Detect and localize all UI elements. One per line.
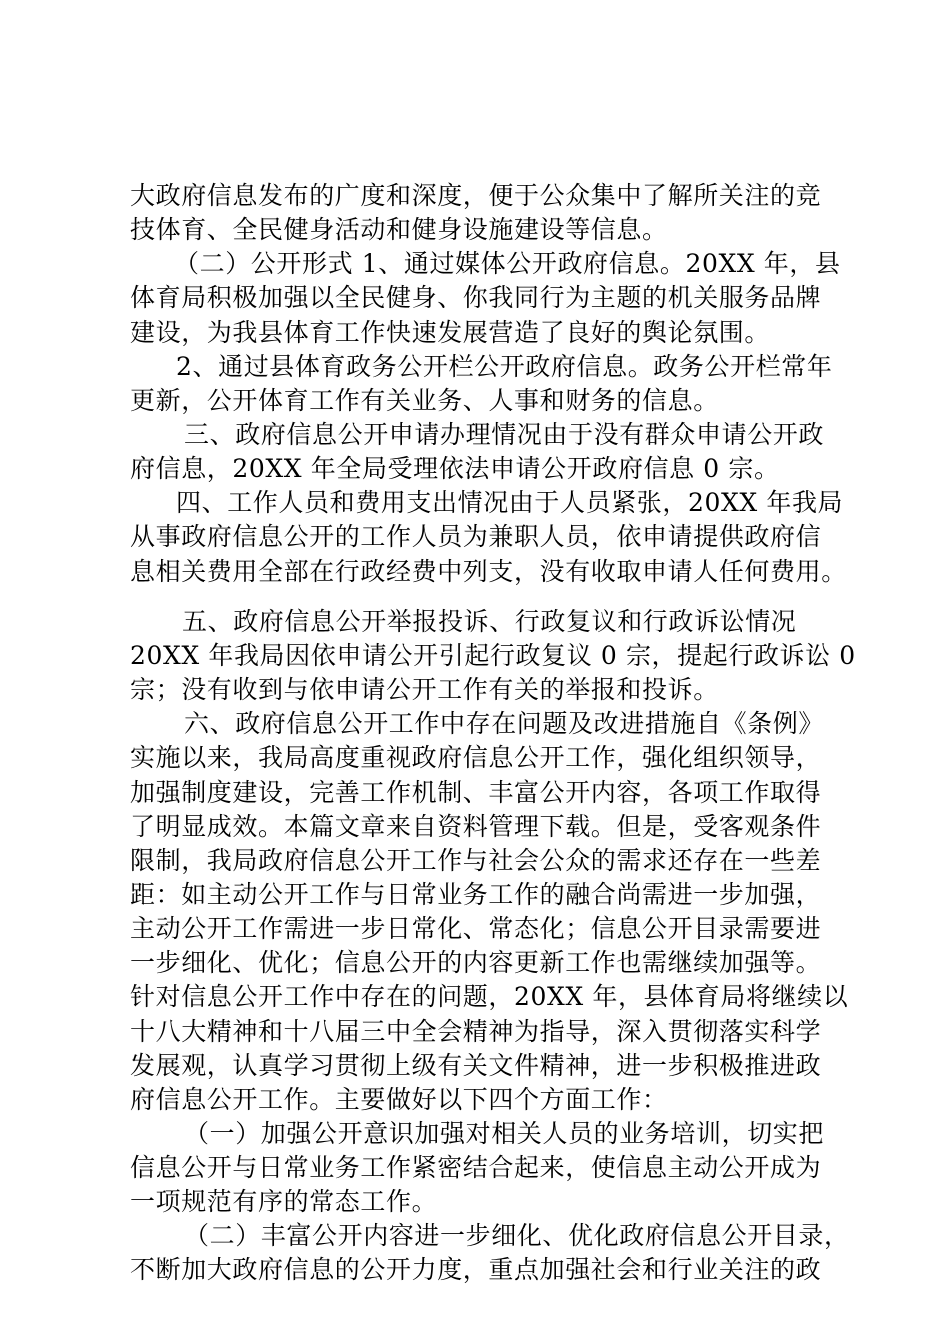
text-line: 一步细化、优化；信息公开的内容更新工作也需继续加强等。 xyxy=(130,948,822,977)
text-line: 从事政府信息公开的工作人员为兼职人员，依申请提供政府信 xyxy=(130,522,822,551)
text-line: 息相关费用全部在行政经费中列支，没有收取申请人任何费用。 xyxy=(130,557,847,586)
text-line: 主动公开工作需进一步日常化、常态化；信息公开目录需要进 xyxy=(130,914,822,943)
text-line: 2、通过县体育政务公开栏公开政府信息。政务公开栏常年 xyxy=(176,352,833,381)
text-line: 宗；没有收到与依申请公开工作有关的举报和投诉。 xyxy=(130,675,719,704)
text-line: 针对信息公开工作中存在的问题，20XX 年，县体育局将继续以 xyxy=(130,982,849,1011)
text-line: 府信息公开工作。主要做好以下四个方面工作： xyxy=(130,1085,668,1114)
text-line: 技体育、全民健身活动和健身设施建设等信息。 xyxy=(130,215,668,244)
text-line: 加强制度建设，完善工作机制、丰富公开内容，各项工作取得 xyxy=(130,778,822,807)
text-line: 发展观，认真学习贯彻上级有关文件精神，进一步积极推进政 xyxy=(130,1051,822,1080)
text-line: 20XX 年我局因依申请公开引起行政复议 0 宗，提起行政诉讼 0 xyxy=(130,641,856,670)
text-line: 三、政府信息公开申请办理情况由于没有群众申请公开政 xyxy=(184,420,825,449)
text-line: 六、政府信息公开工作中存在问题及改进措施自《条例》 xyxy=(184,709,825,738)
text-line: 十八大精神和十八届三中全会精神为指导，深入贯彻落实科学 xyxy=(130,1017,822,1046)
text-line: 体育局积极加强以全民健身、你我同行为主题的机关服务品牌 xyxy=(130,283,822,312)
text-line: 限制，我局政府信息公开工作与社会公众的需求还存在一些差 xyxy=(130,846,822,875)
text-line: 了明显成效。本篇文章来自资料管理下载。但是，受客观条件 xyxy=(130,812,822,841)
text-line: （二）丰富公开内容进一步细化、优化政府信息公开目录， xyxy=(184,1221,850,1250)
text-line: 距：如主动公开工作与日常业务工作的融合尚需进一步加强， xyxy=(130,880,822,909)
text-line: （二）公开形式 1、通过媒体公开政府信息。20XX 年，县 xyxy=(174,249,841,278)
text-line: （一）加强公开意识加强对相关人员的业务培训，切实把 xyxy=(184,1119,825,1148)
text-line: 不断加大政府信息的公开力度，重点加强社会和行业关注的政 xyxy=(130,1255,822,1284)
text-line: 更新，公开体育工作有关业务、人事和财务的信息。 xyxy=(130,386,719,415)
text-line: 府信息，20XX 年全局受理依法申请公开政府信息 0 宗。 xyxy=(130,454,780,483)
text-line: 大政府信息发布的广度和深度，便于公众集中了解所关注的竞 xyxy=(130,181,822,210)
text-line: 一项规范有序的常态工作。 xyxy=(130,1187,438,1216)
text-line: 建设，为我县体育工作快速发展营造了良好的舆论氛围。 xyxy=(130,318,771,347)
text-line: 四、工作人员和费用支出情况由于人员紧张，20XX 年我局 xyxy=(176,488,844,517)
text-line: 实施以来，我局高度重视政府信息公开工作，强化组织领导， xyxy=(130,743,822,772)
text-line: 五、政府信息公开举报投诉、行政复议和行政诉讼情况 xyxy=(182,607,797,636)
text-line: 信息公开与日常业务工作紧密结合起来，使信息主动公开成为 xyxy=(130,1153,822,1182)
